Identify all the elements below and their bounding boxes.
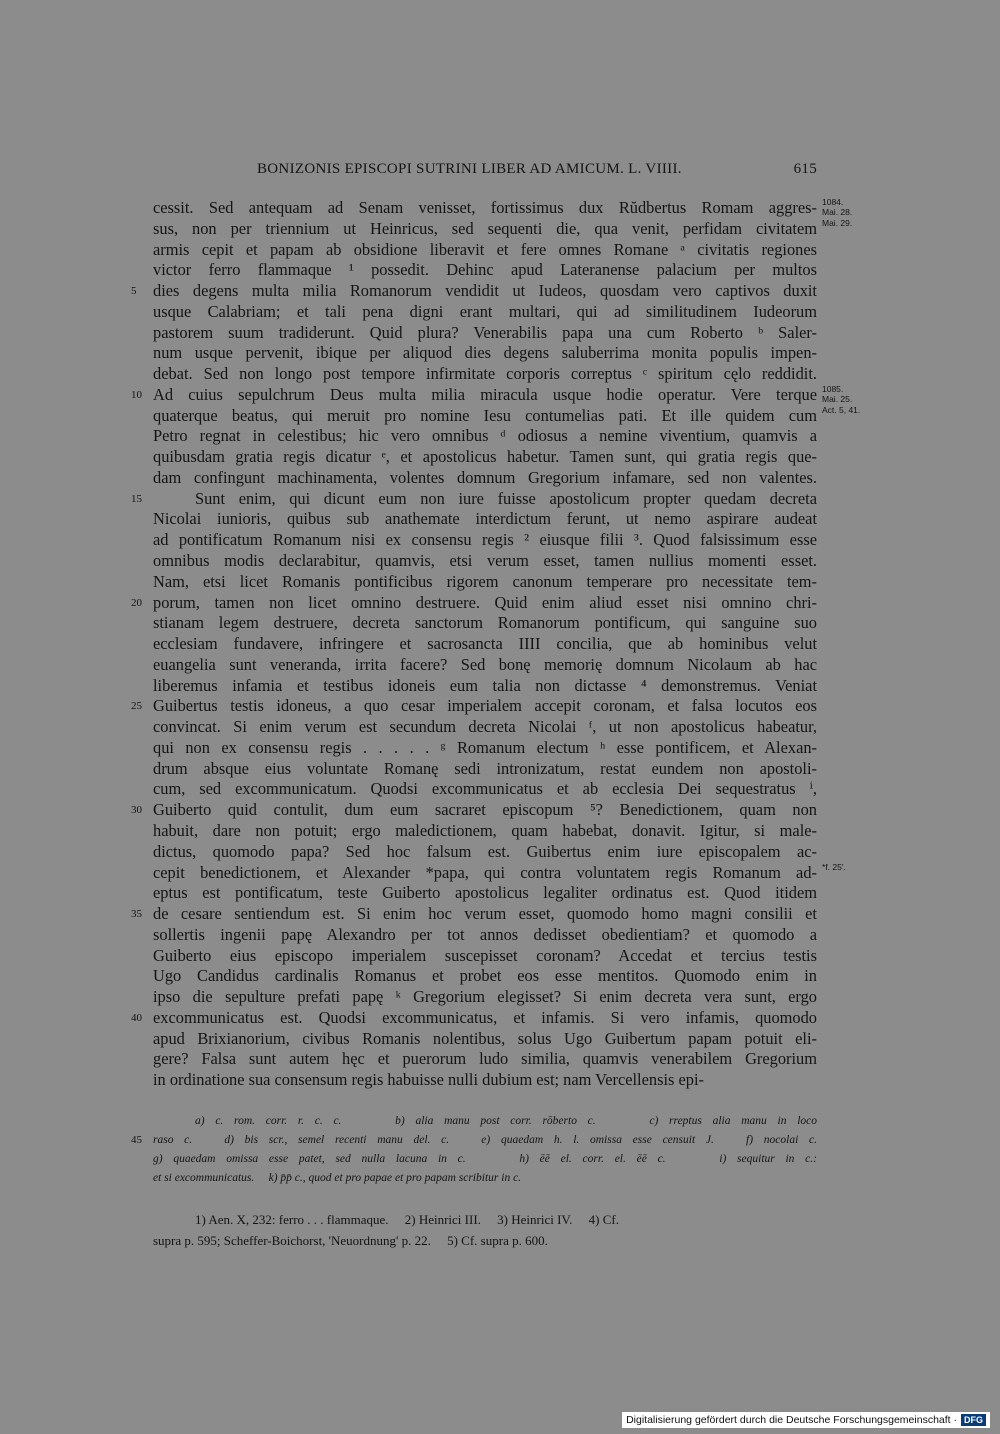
line-number: 45 [131, 1134, 142, 1146]
line-number: 40 [131, 1011, 142, 1024]
text-line [153, 861, 846, 884]
text-line [131, 383, 853, 406]
line-text: Petro regnat in celestibus; hic vero omnibus ᵈ odiosus a nemine viventium, quamvis a [153, 426, 817, 446]
line-text: Ugo Candidus cardinalis Romanus et probet eos esse mentitos. Quomodo enim in [153, 966, 817, 986]
text-line [153, 551, 817, 572]
text-line [153, 925, 817, 946]
text-line [153, 966, 817, 987]
line-text: qui non ex consensu regis . . . . . ᵍ Romanum electum ʰ esse pontificem, et Alexan- [153, 737, 817, 757]
line-text: Nam, etsi licet Romanis pontificibus rigorem canonum temperare pro necessitate tem- [153, 571, 817, 591]
line-text: ad pontificatum Romanum nisi ex consensu regis ² eiusque filii ³. Quod falsissimum esse [153, 530, 817, 550]
text-line [131, 1007, 817, 1029]
footnote-line [153, 1150, 817, 1169]
text-line [153, 655, 817, 676]
line-text: eptus est pontificatum, teste Guiberto apostolicus legaliter ordinatus est. Quod itidem [153, 883, 817, 903]
line-number: 25 [131, 700, 142, 713]
text-line [153, 613, 817, 634]
page-number: 615 [793, 161, 817, 177]
line-text: Guibertus testis idoneus, a quo cesar imperialem accepit coronam, et falsa locutos eos [153, 696, 817, 716]
line-number: 20 [131, 596, 142, 609]
line-text: in ordinatione sua consensum regis habuisse nulli dubium est; nam Vercellensis epi- [153, 1070, 704, 1090]
text-line [153, 842, 817, 863]
text-line [131, 281, 817, 302]
footnote-line [153, 1169, 817, 1188]
line-text: porum, tamen non licet omnino destruere. Quid enim aliud esset nisi omnino chri- [153, 592, 817, 612]
footnote-line [153, 1112, 817, 1131]
banner-text: Digitalisierung gefördert durch die Deutsche Forschungsgemeinschaft · [626, 1414, 957, 1426]
text-line [153, 197, 853, 219]
line-text: num usque pervenit, ibique per aliquod dies degens saluberrima monita populis impen- [153, 343, 817, 363]
text-line [153, 821, 817, 842]
line-text: habuit, dare non potuit; ergo maledictionem, quam habebat, donavit. Igitur, si male- [153, 820, 817, 840]
footnote-text: g) quaedam omissa esse patet, sed nulla lacuna in c. h) ēē el. corr. el. ēē c. i) sequitur in c.: [153, 1153, 817, 1165]
text-line [153, 946, 817, 967]
text-line [131, 800, 817, 821]
line-text: dictus, quomodo papa? Sed hoc falsum est. Guibertus enim iure episcopalem ac- [153, 841, 817, 861]
margin-note: *f. 25'. [822, 861, 846, 872]
line-number: 35 [131, 908, 142, 921]
text-line [153, 717, 817, 738]
line-text: ipso die sepulture prefati papę ᵏ Gregorium elegisset? Si enim decreta vera sunt, ergo [153, 987, 817, 1007]
text-line [153, 779, 817, 800]
reference-line: 1) Aen. X, 232: ferro . . . flammaque. 2) Heinrici III. 3) Heinrici IV. 4) Cf. [195, 1212, 619, 1227]
line-text: excommunicatus est. Quodsi excommunicatus, et infamis. Si vero infamis, quomodo [153, 1007, 817, 1027]
line-text: ecclesiam fundavere, infringere et sacrosancta IIII concilia, que ab hominibus velut [153, 634, 817, 654]
line-number: 15 [131, 492, 142, 505]
text-line [153, 676, 817, 697]
text-line [153, 217, 853, 240]
text-line [153, 530, 817, 551]
text-line [131, 488, 817, 510]
line-text: dam confingunt machinamenta, volentes domnum Gregorium infamare, sed non valentes. [153, 467, 817, 487]
running-header [257, 161, 817, 178]
text-line [153, 240, 817, 261]
footnote-text: et si excommunicatus. k) p̄p̄ c., quod et pro papae et pro papam scribitur in c. [153, 1172, 522, 1184]
text-line [131, 592, 817, 614]
text-line [153, 404, 861, 427]
text-line [153, 302, 817, 323]
margin-note: 1084. Mai. 28. [822, 197, 853, 217]
line-text: gere? Falsa sunt autem hęc et puerorum ludo similia, quamvis venerabilem Gregorium [153, 1049, 817, 1069]
line-text: cepit benedictionem, et Alexander *papa, qui contra voluntatem regis Romanum ad- [153, 862, 817, 882]
line-text: debat. Sed non longo post tempore infirmitate corporis correptus ᶜ spiritum cęlo reddidit. [153, 364, 817, 384]
line-text: stianam legem destruere, decreta sanctorum Romanorum pontificum, qui sanguine suo [153, 613, 817, 633]
text-line [153, 447, 817, 468]
footnote-line [131, 1131, 817, 1150]
text-line [131, 904, 817, 925]
line-text: liberemus infamia et testibus idoneis eum talia non dictasse ⁴ demonstremus. Veniat [153, 675, 817, 695]
text-line [153, 426, 817, 447]
text-line [153, 468, 817, 489]
footnote-text: raso c. d) bis scr., semel recenti manu del. c. e) quaedam h. l. omissa esse censuit J. f) nocolai c. [153, 1134, 817, 1146]
line-text: apud Brixianorium, civibus Romanis nolentibus, solus Ugo Guibertum papam potuit eli- [153, 1028, 817, 1048]
dfg-logo: DFG [961, 1414, 986, 1426]
line-text: dies degens multa milia Romanorum vendidit ut Iudeos, quosdam vero captivos duxit [153, 281, 817, 301]
text-line [131, 696, 817, 717]
line-text: quaterque beatus, qui meruit pro nomine Iesu contumelias pati. Et ille quidem cum [153, 405, 817, 425]
line-text: cessit. Sed antequam ad Senam venisset, fortissimus dux Rŭdbertus Romam aggres- [153, 198, 817, 217]
running-title: BONIZONIS EPISCOPI SUTRINI LIBER AD AMICUM. L. VIIII. [257, 161, 682, 177]
line-text: drum absque eius voluntate Romanę sedi intronizatum, restat eundem non apostoli- [153, 758, 817, 778]
text-line [153, 260, 817, 281]
line-text: Ad cuius sepulchrum Deus multa milia miracula usque hodie operatur. Vere terque [153, 384, 817, 404]
reference-line: supra p. 595; Scheffer-Boichorst, 'Neuordnung' p. 22. 5) Cf. supra p. 600. [153, 1233, 548, 1248]
line-text: Guiberto eius episcopo imperialem suscepisset coronam? Accedat et tercius testis [153, 945, 817, 965]
line-text: sollertis ingenii papę Alexandro per tot annos dedisset obedientiam? et quomodo a [153, 924, 817, 944]
text-line [153, 509, 817, 530]
text-line [153, 364, 817, 385]
line-text: sus, non per triennium ut Heinricus, sed sequenti die, qua venit, perfidam civitatem [153, 218, 817, 238]
critical-apparatus [131, 1112, 817, 1188]
text-line [153, 323, 817, 344]
text-line [153, 343, 817, 364]
funding-banner [622, 1412, 990, 1428]
text-line [153, 1049, 817, 1070]
text-line [153, 987, 817, 1008]
text-line [153, 738, 817, 759]
line-text: victor ferro flammaque ¹ possedit. Dehinc apud Lateranense palacium per multos [153, 260, 817, 280]
margin-note: 1085. Mai. 25. [822, 383, 853, 404]
text-line [153, 634, 817, 655]
line-text: Guiberto quid contulit, dum eum sacraret episcopum ⁵? Benedictionem, quam non [153, 800, 817, 820]
line-text: Sunt enim, qui dicunt eum non iure fuisse apostolicum propter quedam decreta [195, 488, 817, 508]
line-number: 5 [131, 285, 137, 298]
text-line [153, 759, 817, 780]
line-text: pastorem suum tradiderunt. Quid plura? Venerabilis papa una cum Roberto ᵇ Saler- [153, 322, 817, 342]
line-text: euangelia sunt veneranda, irrita facere? Sed bonę memorię domnum Nicolaum ab hac [153, 654, 817, 674]
line-text: usque Calabriam; et tali pena digni erant multari, qui ad similitudinem Iudeorum [153, 301, 817, 321]
text-line [153, 1029, 817, 1050]
line-number: 30 [131, 804, 142, 817]
main-text [131, 197, 861, 1091]
line-text: omnibus modis declarabitur, quamvis, etsi verum esset, tamen nullius momenti esset. [153, 551, 817, 571]
line-text: cum, sed excommunicatum. Quodsi excommunicatus et ab ecclesia Dei sequestratus ⁱ, [153, 779, 817, 799]
margin-note: Act. 5, 41. [822, 404, 861, 415]
line-number: 10 [131, 388, 142, 401]
line-text: de cesare sentiendum est. Si enim hoc verum esset, quomodo homo magni consilii et [153, 904, 817, 924]
line-text: armis cepit et papam ab obsidione liberavit et fere omnes Romane ᵃ civitatis regiones [153, 239, 817, 259]
line-text: convincat. Si enim verum est secundum decreta Nicolai ᶠ, ut non apostolicus habeatur, [153, 717, 817, 737]
footnote-text: a) c. rom. corr. r. c. c. b) alia manu post corr. rōberto c. c) rreptus alia manu in loco [195, 1115, 817, 1127]
text-line [153, 1070, 817, 1091]
margin-note: Mai. 29. [822, 217, 853, 228]
source-references [153, 1209, 817, 1251]
line-text: Nicolai iunioris, quibus sub anathemate interdictum ferunt, ut nemo aspirare audeat [153, 509, 817, 529]
text-line [153, 883, 817, 904]
line-text: quibusdam gratia regis dicatur ᵉ, et apostolicus habetur. Tamen sunt, qui gratia regis que- [153, 447, 817, 467]
text-line [153, 572, 817, 593]
